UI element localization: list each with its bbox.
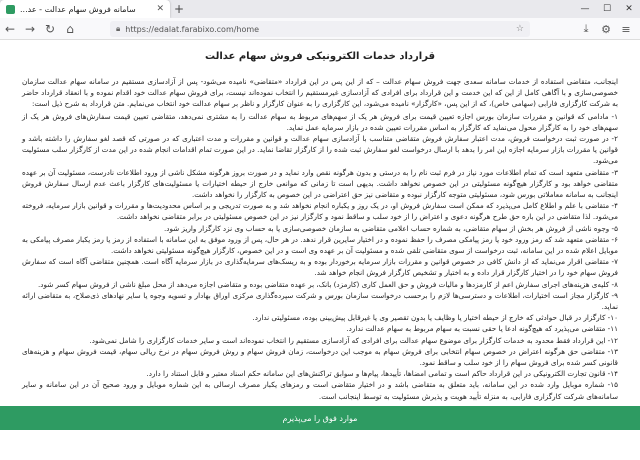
accept-terms-button[interactable]: موارد فوق را می‌پذیرم <box>0 406 640 430</box>
reload-icon[interactable]: ↻ <box>44 21 56 36</box>
forward-icon[interactable]: → <box>24 21 36 36</box>
clause-list <box>22 111 618 402</box>
address-bar[interactable] <box>110 21 530 37</box>
contract-clause: ۶- متقاضی متعهد شد که رمز ورود خود یا رمز پیامکی مصرف را حفظ نموده و در اختیار سایرین قرار ندهد. در هر حال، پس از ورود موفق به این سامانه با استفاده از رمز یا رمز یکبار مصرف پیامکی به موبایل اعلام شده در این سامانه، ثبت درخواست از سوی متقاضی تلقی شده و مسئولیت آن بر عهده وی است و در این خصوص، کارگزار هیچ‌گونه مسئولیتی نخواهد داشت. <box>22 234 618 256</box>
toolbar-right <box>576 19 636 39</box>
contract-clause: ۵- وجوه ناشی از فروش هر بخش از سهام متقاضی، به شماره حساب اعلامی متقاضی به سازمان خصوصی‌سازی یا به حساب وی نزد کارگزار واریز شود. <box>163 223 618 233</box>
contract-clause: ۳- متقاضی متعهد است که تمام اطلاعات مورد نیاز در فرم ثبت نام را به درستی و بدون هرگونه نقص وارد نماید و در صورت بروز هرگونه مشکل ناشی از ورود اطلاعات نادرست، مسئولیت آن بر عهده متقاضی خواهد بود و کارگزار هیچ‌گونه مسئولیتی در این خصوص نخواهد داشت. بدیهی است تا زمانی که موانعی خارج از حیطه اختیارات یا مسئولیت‌های کارگزار باعث عدم ارسال سفارش فروش اینجانب به سامانه معاملاتی بورس شود، مسئولیتی متوجه کارگزار نبوده و متقاضی نیز حق اعتراضی در این خصوص به کارگزار را نخواهد داشت. <box>22 167 618 200</box>
site-favicon-icon <box>6 5 15 14</box>
maximize-icon[interactable]: ☐ <box>602 4 612 14</box>
tab-title: سامانه فروش سهام عدالت - عد... <box>20 4 136 14</box>
back-icon[interactable]: ← <box>4 21 16 36</box>
contract-clause: ۱- مادامی که قوانین و مقررات سازمان بورس اجازه تعیین قیمت برای فروش هر یک از سهم‌های مربوط به سهام عدالت را به مشتری نمی‌دهد، متقاضی تعیین قیمت سفارش‌های فروش هر یک از سهم‌های خود را به کارگزار محول می‌نماید که کارگزار به اساس مقررات تعیین شده در بازار سرمایه عمل نماید. <box>22 111 618 132</box>
close-window-icon[interactable]: ✕ <box>625 4 633 14</box>
contract-clause: ۱۲- این قرارداد فقط محدود به خدمات کارگزار برای موضوع سهام عدالت برای افرادی که آزادسازی مستقیم را انتخاب نموده‌اند است و سایر خدمات کارگزاری را شامل نمی‌شود. <box>89 335 618 345</box>
contract-clause: ۱۳- متقاضی حق هرگونه اعتراض در خصوص سهام انتخابی برای فروش سهام به موجب این درخواست، زمان فروش سهام و روش فروش سهام در نرخ ریالی سهام، قیمت فروش سهام و هزینه‌های قانونی کسر شده برای فروش سهام را از خود سلب و ساقط نمود. <box>22 346 618 368</box>
browser-tab[interactable] <box>0 0 170 18</box>
navigation-bar <box>0 18 640 40</box>
contract-clause: ۱۰- کارگزار در قبال حوادثی که خارج از حیطه اختیار یا وظایف یا بدون تقصیر وی یا غیرقابل پیش‌بینی بوده، مسئولیتی ندارد. <box>252 313 618 323</box>
extensions-icon[interactable]: ⚙ <box>601 22 611 36</box>
contract-clause: ۲- در صورت ثبت درخواست فروش، مدت اعتبار سفارش فروش متقاضی متناسب با آزادسازی سهام عدالت و قوانین و مقررات و مدت اعتباری که در صورتی که قصد لغو سفارش را داشته باشد و قوانین یا مقررات بازار سرمایه اجازه این امر را بدهد با ارسال درخواست لغو سفارش ثبت شده را از کارگزار تقاضا نماید. در این صورت تمام اقدامات انجام شده در این مدت از کارگزار سلب مسئولیت می‌شود. <box>22 134 618 166</box>
contract-clause: ۱۱- متقاضی می‌پذیرد که هیچ‌گونه ادعا یا حقی نسبت به سهام مربوط به سهام عدالت ندارد. <box>346 324 618 334</box>
contract-clause: ۱۴- قانون تجارت الکترونیکی در این قرارداد حاکم است و تمامی امضاها، تأییدها، پیام‌ها و سوابق تراکنش‌های این سامانه حکم اسناد معتبر و قابل استناد را دارد. <box>146 369 618 379</box>
contract-clause: ۱۵- شماره موبایل وارد شده در این سامانه، باید متعلق به متقاضی باشد و در اختیار متقاضی است و رمزهای یکبار مصرف ارسالی به این شماره موبایل و ورود صحیح آن در این سامانه و سایر سامانه‌های شرکت کارگزاری فارابی، به منزله تأیید هویت و پذیرش مسئولیت به توسط اینجانب است. <box>22 380 618 401</box>
contract-clause: ۹- کارگزار مجاز است اختیارات، اطلاعات و دسترسی‌ها لازم را برحسب درخواست سازمان بورس و شرکت سپرده‌گذاری مرکزی اوراق بهادار و تسویه وجوه یا سایر نهادهای ذی‌صلاح، به متقاضی ارائه نماید. <box>22 290 618 312</box>
menu-icon[interactable]: ≡ <box>621 22 631 36</box>
contract-clause: ۸- کلیه‌ی هزینه‌های اجرای سفارش اعم از کارمزدها و مالیات فروش و حق العمل کاری (کارمزد) بانک، بر عهده متقاضی بوده و متقاضی اجازه می‌دهد از محل مبلغ ناشی از فروش سهام کسر شود. <box>38 279 618 289</box>
contract-content[interactable] <box>0 41 640 406</box>
new-tab-icon[interactable]: + <box>173 2 185 16</box>
minimize-icon[interactable]: — <box>580 4 590 14</box>
lock-icon: 🔒︎ <box>116 24 121 33</box>
url-text: https://edalat.farabixo.com/home <box>125 24 260 34</box>
page-title: قرارداد خدمات الکترونیکی فروش سهام عدالت <box>205 51 435 62</box>
window-controls <box>574 0 640 18</box>
downloads-icon[interactable]: ⤓ <box>583 22 589 35</box>
bookmark-star-icon[interactable]: ☆ <box>515 24 524 34</box>
contract-clause: ۷- متقاضی اقرار می‌نماید که از دانش کافی در خصوص قوانین و مقررات بازار سرمایه برخوردار بوده و به ریسک‌های سرمایه‌گذاری در بازار سرمایه آگاه است. همچنین متقاضی آگاه است که سفارش فروش سهام خود را در اختیار کارگزار قرار داده و به اختیار و تشخیص کارگزار فروش انجام خواهد شد. <box>22 257 618 278</box>
tab-strip <box>0 0 640 18</box>
contract-intro: اینجانب، متقاضی استفاده از خدمات سامانه سعدی جهت فروش سهام عدالت – که از این پس در این قرارداد «متقاضی» نامیده می‌شود- پس از آزادسازی مستقیم در سامانه سهام عدالت سازمان خصوصی‌سازی و با آگاهی کامل از این که این خدمت و این قرارداد برای افرادی که آزادسازی غیرمستقیم را انتخاب نموده‌اند نیست، برای فروش سهام عدالت خود اقدام نموده و با انعقاد قرارداد حاضر به شرکت کارگزاری فارابی (سهامی خاص)، که از این پس، «کارگزار» نامیده می‌شود، این کارگزاری را به عنوان کارگزار و ناظر بر سهام عدالت خود انتخاب می‌نمایم. متن قرارداد به شرح ذیل است: <box>22 77 618 109</box>
contract-clause: ۴- متقاضی با علم و اطلاع کامل می‌پذیرد که ممکن است سفارش فروش او، در یک روز و یکباره انجام نخواهد شد و به صورت تدریجی و بر اساس محدودیت‌ها و مقررات و قوانین بازار سرمایه، فروخته می‌شود. لذا متقاضی در این باره حق طرح هرگونه دعوی و اعتراض را از خود سلب و ساقط نمود و کارگزار نیز در این خصوص مسئولیتی در برابر متقاضی نخواهد داشت. <box>22 201 618 222</box>
close-tab-icon[interactable]: ✕ <box>156 4 164 14</box>
page-footer-space <box>0 430 640 460</box>
home-icon[interactable]: ⌂ <box>66 21 74 36</box>
